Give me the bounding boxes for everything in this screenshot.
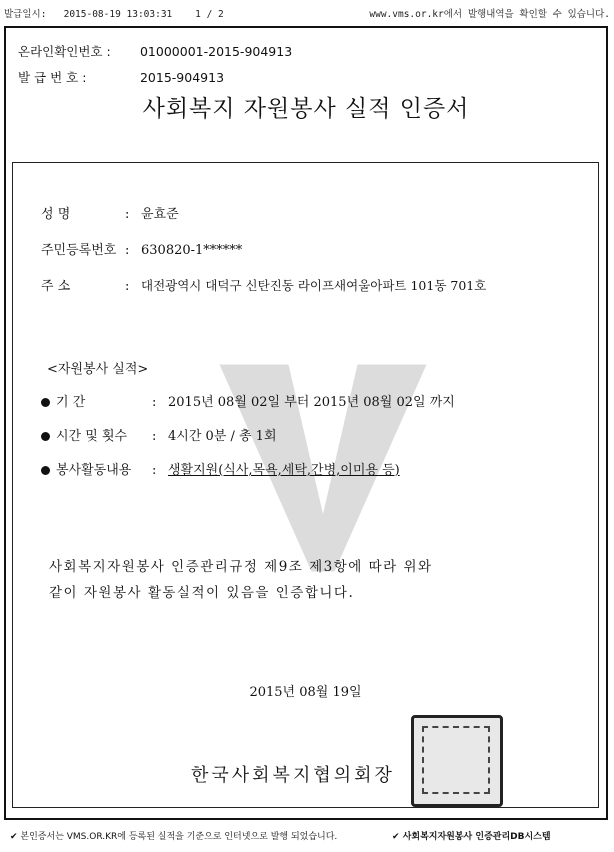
hours-label: 시간 및 횟수 bbox=[56, 429, 128, 444]
page-title: 사회복지 자원봉사 실적 인증서 bbox=[142, 96, 470, 122]
hours-row bbox=[41, 425, 277, 444]
footer-system bbox=[392, 829, 551, 842]
issue-no-label: 발 급 번 호 : bbox=[18, 70, 87, 85]
name-value: 윤효준 bbox=[141, 207, 179, 222]
period-value: 2015년 08월 02일 부터 2015년 08월 02일 까지 bbox=[168, 395, 455, 410]
online-id-label: 온라인확인번호 : bbox=[18, 44, 111, 59]
colon: : bbox=[152, 395, 157, 410]
address-value: 대전광역시 대덕구 신탄진동 라이프새여울아파트 101동 701호 bbox=[141, 278, 487, 293]
verify-note: www.vms.or.kr에서 발행내역을 확인할 수 있습니다. bbox=[369, 9, 610, 20]
rrn-label: 주민등록번호 bbox=[41, 243, 117, 258]
activity-label: 봉사활동내용 bbox=[56, 463, 132, 478]
record-section-title: <자원봉사 실적> bbox=[47, 362, 149, 377]
colon: : bbox=[152, 429, 157, 444]
colon: : bbox=[152, 463, 157, 478]
bullet-icon bbox=[41, 432, 50, 441]
issued-info bbox=[4, 6, 224, 20]
v-logo-icon: ✔ bbox=[392, 832, 400, 842]
name-row bbox=[41, 203, 179, 222]
activity-row bbox=[41, 459, 400, 478]
page-indicator: 1 / 2 bbox=[195, 9, 224, 20]
name-label: 성 명 bbox=[41, 207, 71, 222]
online-id: 01000001-2015-904913 bbox=[139, 44, 293, 59]
issue-date: 2015년 08월 19일 bbox=[249, 685, 362, 700]
rrn-row bbox=[41, 239, 242, 258]
certificate-body bbox=[12, 162, 599, 808]
certificate-frame bbox=[4, 26, 608, 820]
statement-line-2: 같이 자원봉사 활동실적이 있음을 인증합니다. bbox=[49, 585, 355, 601]
bullet-icon bbox=[41, 398, 50, 407]
issuer-name: 한국사회복지협의회장 bbox=[191, 765, 395, 786]
period-row bbox=[41, 391, 455, 410]
colon: : bbox=[125, 207, 130, 222]
activity-value: 생활지원(식사,목욕,세탁,간병,이미용 등) bbox=[168, 463, 400, 478]
footer-note-text: 본인증서는 VMS.OR.KR에 등록된 실적을 기준으로 인터넷으로 발행 되었습니다. bbox=[20, 832, 338, 842]
statement-line-1: 사회복지자원봉사 인증관리규정 제9조 제3항에 따라 위와 bbox=[49, 559, 433, 575]
online-id-row bbox=[18, 42, 292, 60]
address-label: 주 소 bbox=[41, 279, 71, 294]
bullet-icon bbox=[41, 466, 50, 475]
colon: : bbox=[125, 279, 130, 294]
footer-system-text: 사회복지자원봉사 인증관리DB시스템 bbox=[402, 832, 551, 842]
hours-value: 4시간 0분 / 총 1회 bbox=[168, 429, 277, 444]
rrn-value: 630820-1****** bbox=[141, 243, 243, 258]
issue-no: 2015-904913 bbox=[139, 70, 225, 85]
issued-datetime: 2015-08-19 13:03:31 bbox=[63, 9, 173, 20]
footer-note bbox=[10, 829, 337, 842]
issue-no-row bbox=[18, 68, 224, 86]
address-row bbox=[41, 275, 486, 294]
official-seal-icon bbox=[411, 715, 503, 807]
issued-label: 발급일시: bbox=[4, 9, 47, 20]
v-logo-icon: ✔ bbox=[10, 832, 18, 842]
period-label: 기 간 bbox=[56, 395, 86, 410]
colon: : bbox=[125, 243, 130, 258]
